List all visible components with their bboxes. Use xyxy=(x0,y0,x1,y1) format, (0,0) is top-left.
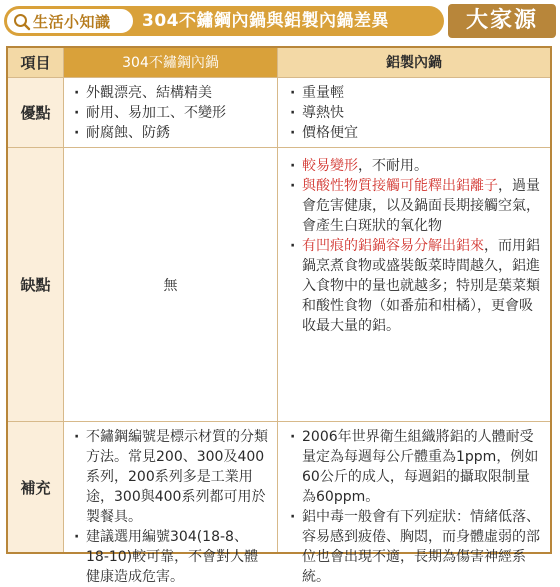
supplement-row xyxy=(8,422,550,585)
list-item: · 導熱快 xyxy=(290,103,542,123)
advantages-aluminum xyxy=(278,78,550,147)
list-item: · 耐腐蝕、防銹 xyxy=(74,123,269,143)
tag-badge xyxy=(6,8,134,34)
list-item xyxy=(290,176,542,236)
brand-logo xyxy=(448,4,556,38)
disadvantages-stainless xyxy=(64,148,278,421)
supplement-aluminum xyxy=(278,422,550,585)
warning-text: 與酸性物質接觸可能釋出鋁離子 xyxy=(302,178,498,194)
list-item: · 2006年世界衛生組織將鋁的人體耐受量定為每週每公斤體重為1ppm，例如60公斤的成人，每週鋁的攝取限制量為60ppm。 xyxy=(290,427,542,507)
advantages-label: 優點 xyxy=(8,78,64,147)
list-item: · 鋁中毒一般會有下列症狀：情緒低落、容易感到疲倦、胸悶，而身體虛弱的部位也會出現不適，長期為傷害神經系統。 xyxy=(290,507,542,587)
warning-text: 較易變形 xyxy=(302,158,358,174)
header-aluminum: 鋁製內鍋 xyxy=(386,55,442,71)
logo-text: 大家源 xyxy=(465,8,538,33)
magnifier-icon xyxy=(13,13,31,31)
detail-text: ，過量會危害健康，以及鍋面長期接觸空氣，會產生白斑狀的氧化物 xyxy=(302,178,540,234)
list-item: · 外觀漂亮、結構精美 xyxy=(74,83,269,103)
supplement-stainless xyxy=(64,422,278,585)
disadvantages-label: 缺點 xyxy=(8,148,64,421)
list-item: · 建議選用編號304(18-8、18-10)較可靠，不會對人體健康造成危害。 xyxy=(74,527,269,587)
advantages-row xyxy=(8,78,550,148)
list-item: · 重量輕 xyxy=(290,83,542,103)
header-bar xyxy=(0,0,560,42)
supplement-label: 補充 xyxy=(8,422,64,552)
tag-label: 生活小知識 xyxy=(33,13,111,31)
comparison-table xyxy=(6,46,552,585)
warning-text: 有凹痕的鋁鍋容易分解出鋁來 xyxy=(302,238,484,254)
header-item: 項目 xyxy=(8,48,64,77)
list-item xyxy=(290,236,542,336)
detail-text: ，不耐用。 xyxy=(358,158,428,174)
none-text: 無 xyxy=(163,277,178,294)
header-stainless: 304不鏽鋼內鍋 xyxy=(64,48,278,77)
list-item: · 耐用、易加工、不變形 xyxy=(74,103,269,123)
advantages-stainless xyxy=(64,78,278,147)
list-item: · 不鏽鋼編號是標示材質的分類方法。常見200、300及400系列，200系列多是工業用途，300與400系列都可用於製餐具。 xyxy=(74,427,269,527)
detail-text: ，而用鋁鍋烹煮食物或盛裝飯菜時間越久，鋁進入食物中的量也就越多；特別是葉菜類和酸性食物（如番茄和柑橘），更會吸收最大量的鋁。 xyxy=(302,238,540,334)
page-title: 304不鏽鋼內鍋與鋁製內鍋差異 xyxy=(142,11,389,31)
disadvantages-aluminum xyxy=(278,148,550,421)
list-item: · 價格便宜 xyxy=(290,123,542,143)
list-item xyxy=(290,156,542,176)
table-header-row xyxy=(8,48,550,78)
disadvantages-row xyxy=(8,148,550,422)
